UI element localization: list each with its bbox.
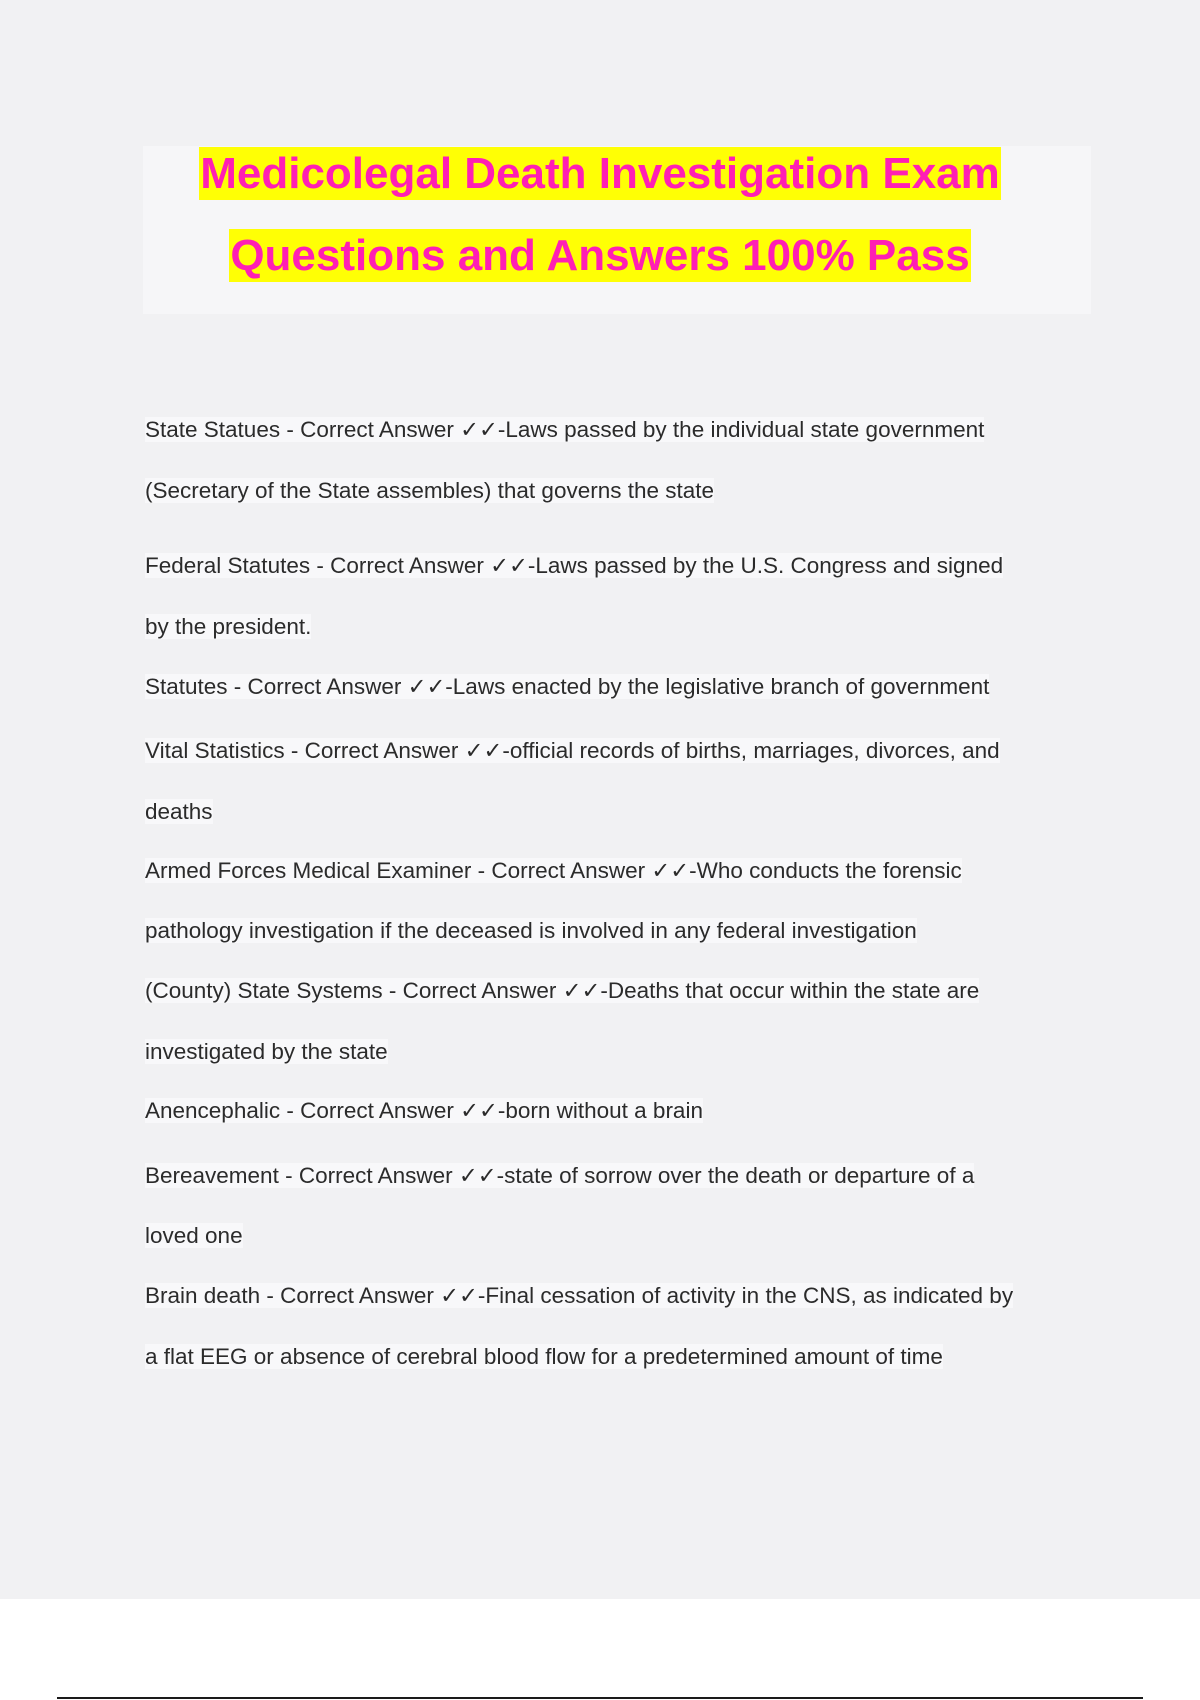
qa-entry-state-statues-line-2: (Secretary of the State assembles) that governs the state [145, 478, 715, 503]
qa-entry-federal-statutes-line-2: by the president. [145, 614, 312, 639]
qa-entry-anencephalic-line-1: Anencephalic - Correct Answer ✓✓-born without a brain [145, 1098, 703, 1123]
qa-entry-armed-forces-line-2: pathology investigation if the deceased is involved in any federal investigation [145, 918, 917, 943]
qa-entry-vital-statistics-line-2: deaths [145, 799, 213, 824]
document-title-line-1: Medicolegal Death Investigation Exam [200, 149, 1000, 198]
qa-entry-statutes-line-1: Statutes - Correct Answer ✓✓-Laws enacted by the legislative branch of government [145, 674, 990, 699]
qa-entry-state-statues-line-1: State Statues - Correct Answer ✓✓-Laws passed by the individual state government [145, 417, 985, 442]
qa-entry-federal-statutes-line-1: Federal Statutes - Correct Answer ✓✓-Laws passed by the U.S. Congress and signed [145, 553, 1004, 578]
qa-entry-bereavement-line-2: loved one [145, 1223, 243, 1248]
qa-entry-vital-statistics-line-1: Vital Statistics - Correct Answer ✓✓-official records of births, marriages, divorces, and [145, 738, 1000, 763]
qa-entry-state-systems-line-1: (County) State Systems - Correct Answer ✓✓-Deaths that occur within the state are [145, 978, 980, 1003]
qa-entry-armed-forces-line-1: Armed Forces Medical Examiner - Correct Answer ✓✓-Who conducts the forensic [145, 858, 962, 883]
qa-entry-state-systems-line-2: investigated by the state [145, 1039, 388, 1064]
qa-entry-bereavement-line-1: Bereavement - Correct Answer ✓✓-state of sorrow over the death or departure of a [145, 1163, 975, 1188]
qa-entry-brain-death-line-2: a flat EEG or absence of cerebral blood flow for a predetermined amount of time [145, 1344, 943, 1369]
page-divider [57, 1697, 1143, 1699]
document-title-line-2: Questions and Answers 100% Pass [230, 231, 970, 280]
qa-entry-brain-death-line-1: Brain death - Correct Answer ✓✓-Final cessation of activity in the CNS, as indicated by [145, 1283, 1014, 1308]
